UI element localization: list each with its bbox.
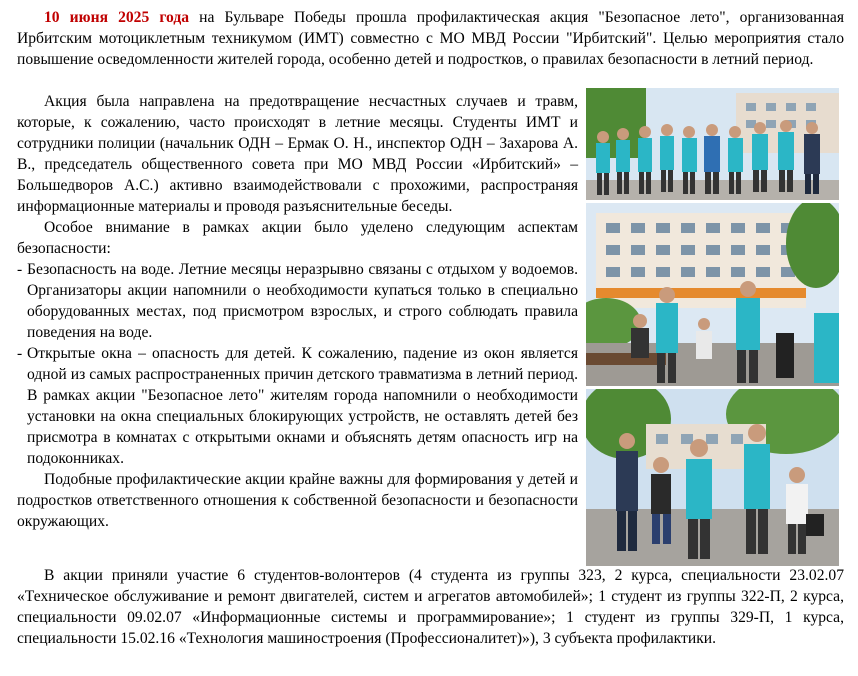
- paragraph-goal: Акция была направлена на предотвращение несчастных случаев и травм, которые, к сожалению, часто происходят в летние месяцы. Студенты ИМТ и сотрудники полиции (начальник ОДН – Ермак О. Н., инспектор ОДН – Захарова А. В., председатель общественного совета при МО МВД России «Ирбитский» – Большедворов А.С.) активно взаимодействовали с прохожими, распространяя информационные материалы и проводя разъяснительные беседы.: [17, 93, 578, 215]
- paragraph-aspects: Особое внимание в рамках акции было уделено следующим аспектам безопасности:: [17, 219, 578, 257]
- paragraph-participants: В акции приняли участие 6 студентов-волонтеров (4 студента из группы 323, 2 курса, специальности 23.02.07 «Техническое обслуживание и ремонт двигателей, систем и агрегатов автомобилей»; 1 студент из группы 322-П, 2 курса, специальности 09.02.07 «Информационные системы и программирование»; 1 студент из группы 329-П, 1 курса, специальности 15.02.16 «Технология машиностроения (Профессионалитет)»), 3 субъекта профилактики.: [17, 567, 844, 647]
- bullet-text: Безопасность на воде. Летние месяцы неразрывно связаны с отдыхом у водоемов. Организаторы акции напомнили о необходимости купаться только в специально оборудованных местах, под присмотром взрослых, и строго соблюдать правила поведения на воде.: [27, 261, 578, 341]
- intro-paragraph: [17, 7, 844, 70]
- bullet-dash: -: [17, 261, 23, 278]
- bullet-item-windows: [17, 343, 578, 469]
- bullet-dash: -: [17, 345, 23, 362]
- main-column: [17, 91, 578, 532]
- intro-text: на Бульваре Победы прошла профилактическая акция "Безопасное лето", организованная Ирбитским мотоциклетным техникумом (ИМТ) совместно с МО МВД России "Ирбитский". Целью мероприятия стало повышение осведомленности жителей города, особенно детей и подростков, о правилах безопасности в летний период.: [17, 9, 844, 68]
- bullet-text: Открытые окна – опасность для детей. К сожалению, падение из окон является одной из самых распространенных причин детского травматизма в летний период. В рамках акции "Безопасное лето" жителям города напомнили о необходимости установки на окна специальных блокирующих устройств, не оставлять детей без присмотра в комнатах с открытыми окнами и объяснять детям опасность игр на подоконниках.: [27, 345, 578, 467]
- event-date: 10 июня 2025 года: [44, 9, 190, 26]
- children-photo: [586, 389, 839, 566]
- intro-block: [17, 7, 844, 70]
- participants-block: [17, 565, 844, 649]
- paragraph-importance: Подобные профилактические акции крайне важны для формирования у детей и подростков ответственного отношения к собственной безопасности и безопасности окружающих.: [17, 471, 578, 530]
- volunteers-photo: [586, 203, 839, 386]
- bullet-item-water: [17, 259, 578, 343]
- group-photo: [586, 88, 839, 200]
